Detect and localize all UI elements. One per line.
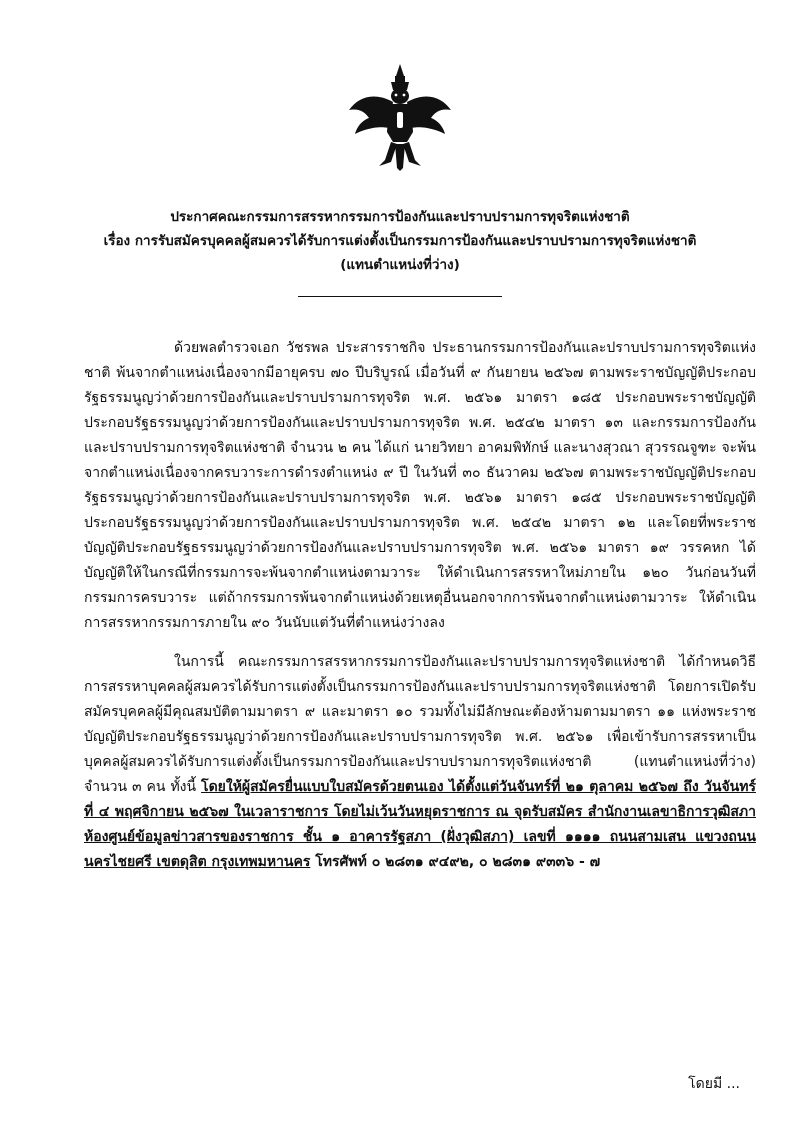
document-body: [84, 336, 756, 875]
phone-numbers: โทรศัพท์ ๐ ๒๘๓๑ ๙๔๙๒, ๐ ๒๘๓๑ ๙๓๓๖ - ๗: [310, 854, 601, 870]
announcement-title: ประกาศคณะกรรมการสรรหากรรมการป้องกันและปราบปรามการทุจริตแห่งชาติ: [170, 209, 630, 225]
paragraph-2-text: ในการนี้ คณะกรรมการสรรหากรรมการป้องกันและปราบปรามการทุจริตแห่งชาติ ได้กำหนดวิธีการสรรหาบุคคลผู้สมควรได้รับการแต่งตั้งเป็นกรรมการป้องกันและปราบปรามการทุจริตแห่งชาติ โดยการเปิดรับสมัครบุคคลผู้มีคุณสมบัติตามมาตรา ๙ และมาตรา ๑๐ รวมทั้งไม่มีลักษณะต้องห้ามตามมาตรา ๑๑ แห่งพระราชบัญญัติประกอบรัฐธรรมนูญว่าด้วยการป้องกันและปราบปรามการทุจริต พ.ศ. ๒๕๖๑ เพื่อเข้ารับการสรรหาเป็นบุคคลผู้สมควรได้รับการแต่งตั้งเป็นกรรมการป้องกันและปราบปรามการทุจริตแห่งชาติ (แทนตำแหน่งที่ว่าง) จำนวน ๓ คน ทั้งนี้: [84, 654, 756, 795]
document-header: [40, 205, 760, 277]
garuda-emblem-icon: [345, 62, 455, 172]
announcement-subject: เรื่อง การรับสมัครบุคคลผู้สมควรได้รับการแต่งตั้งเป็นกรรมการป้องกันและปราบปรามการทุจริตแห่งชาติ: [103, 233, 697, 249]
continuation-marker: โดยมี ...: [688, 1076, 740, 1092]
announcement-subject-note: (แทนตำแหน่งที่ว่าง): [340, 257, 460, 273]
body-paragraph-2: [84, 650, 756, 875]
body-paragraph-1: ด้วยพลตำรวจเอก วัชรพล ประสารราชกิจ ประธานกรรมการป้องกันและปราบปรามการทุจริตแห่งชาติ พ้นจากตำแหน่งเนื่องจากมีอายุครบ ๗๐ ปีบริบูรณ์ เมื่อวันที่ ๙ กันยายน ๒๕๖๗ ตามพระราชบัญญัติประกอบรัฐธรรมนูญว่าด้วยการป้องกันและปราบปรามการทุจริต พ.ศ. ๒๕๖๑ มาตรา ๑๘๕ ประกอบพระราชบัญญัติประกอบรัฐธรรมนูญว่าด้วยการป้องกันและปราบปรามการทุจริต พ.ศ. ๒๕๔๒ มาตรา ๑๓ และกรรมการป้องกันและปราบปรามการทุจริตแห่งชาติ จำนวน ๒ คน ได้แก่ นายวิทยา อาคมพิทักษ์ และนางสุวณา สุวรรณจูฑะ จะพ้นจากตำแหน่งเนื่องจากครบวาระการดำรงตำแหน่ง ๙ ปี ในวันที่ ๓๐ ธันวาคม ๒๕๖๗ ตามพระราชบัญญัติประกอบรัฐธรรมนูญว่าด้วยการป้องกันและปราบปรามการทุจริต พ.ศ. ๒๕๖๑ มาตรา ๑๘๕ ประกอบพระราชบัญญัติประกอบรัฐธรรมนูญว่าด้วยการป้องกันและปราบปรามการทุจริต พ.ศ. ๒๕๔๒ มาตรา ๑๒ และโดยที่พระราชบัญญัติประกอบรัฐธรรมนูญว่าด้วยการป้องกันและปราบปรามการทุจริต พ.ศ. ๒๕๖๑ มาตรา ๑๙ วรรคหก ได้บัญญัติให้ในกรณีที่กรรมการจะพ้นจากตำแหน่งตามวาระ ให้ดำเนินการสรรหาใหม่ภายใน ๑๒๐ วันก่อนวันที่กรรมการครบวาระ แต่ถ้ากรรมการพ้นจากตำแหน่งด้วยเหตุอื่นนอกจากการพ้นจากตำแหน่งตามวาระ ให้ดำเนินการสรรหากรรมการภายใน ๙๐ วันนับแต่วันที่ตำแหน่งว่างลง: [84, 340, 756, 631]
header-divider: [298, 296, 502, 297]
application-details-underlined: โดยให้ผู้สมัครยื่นแบบใบสมัครด้วยตนเอง ได้ตั้งแต่วันจันทร์ที่ ๒๑ ตุลาคม ๒๕๖๗ ถึง วันจันทร์ที่ ๔ พฤศจิกายน ๒๕๖๗ ในเวลาราชการ โดยไม่เว้นวันหยุดราชการ ณ จุดรับสมัคร สำนักงานเลขาธิการวุฒิสภา ห้องศูนย์ข้อมูลข่าวสารของราชการ ชั้น ๑ อาคารรัฐสภา (ฝั่งวุฒิสภา) เลขที่ ๑๑๑๑ ถนนสามเสน แขวงถนนนครไชยศรี เขตดุสิต กรุงเทพมหานคร: [84, 779, 756, 870]
